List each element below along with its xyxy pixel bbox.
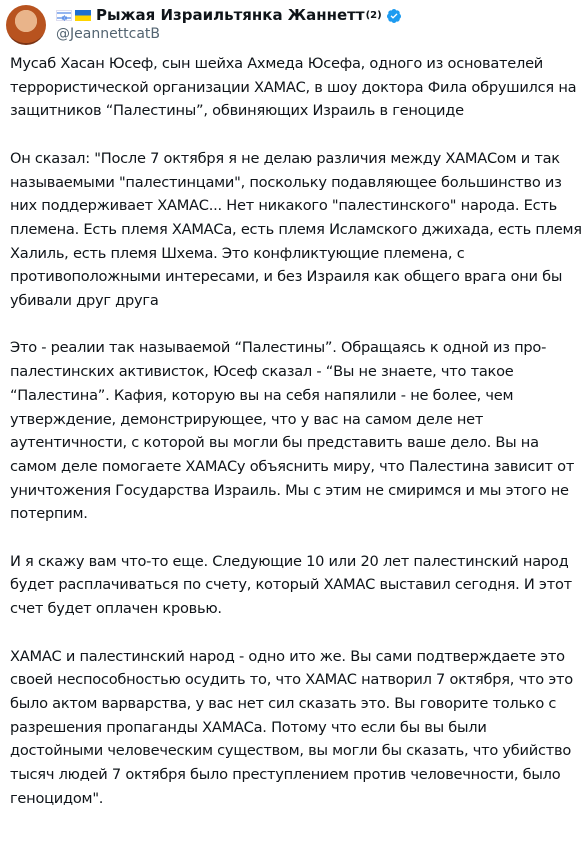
tweet-paragraph: И я скажу вам что-то еще. Следующие 10 или 20 лет палестинский народ будет расплачиваться по счету, который ХАМАС выставил сегодня. И этот счет будет оплачен кровью.	[10, 552, 572, 618]
ukraine-flag-icon	[75, 10, 91, 21]
author-block	[56, 6, 402, 44]
tweet-paragraph: Это - реалии так называемой “Палестины”. Обращаясь к одной из про-палестинских активисток, Юсеф сказал - “Вы не знаете, что такое “Палестина”. Кафия, которую вы на себя напялили - не более, чем утверждение, демонстрирующее, что у вас на самом деле нет аутентичности, с которой вы могли бы представить ваше дело. Вы на самом деле помогаете ХАМАСу объяснить миру, что Палестина зависит от уничтожения Государства Израиль. Мы с этим не смиримся и мы этого не потерпим.	[10, 339, 575, 523]
israel-flag-icon	[56, 10, 72, 21]
verified-badge-icon	[386, 8, 402, 24]
author-name-suffix: (2)	[365, 10, 382, 21]
tweet-paragraph: Мусаб Хасан Юсеф, сын шейха Ахмеда Юсефа, одного из основателей террористической организации ХАМАС, в шоу доктора Фила обрушился на защитников “Палестины”, обвиняющих Израиль в геноциде	[10, 55, 577, 120]
tweet-paragraph: Он сказал: "После 7 октября я не делаю различия между ХАМАСом и так называемыми "палестинцами", поскольку подавляющее большинство из них поддерживает ХАМАС... Нет никакого "палестинского" народа. Есть племена. Есть племя ХАМАСа, есть племя Исламского джихада, есть племя Халиль, есть племя Шхема. Это конфликтующие племена, с противоположными интересами, и без Израиля как общего врага они бы убивали друг друга	[10, 149, 582, 310]
tweet-text	[10, 52, 582, 834]
avatar[interactable]	[6, 5, 46, 45]
tweet-paragraph: ХАМАС и палестинский народ - одно ито же. Вы сами подтверждаете это своей неспособностью осудить то, что ХАМАС натворил 7 октября, что это было актом варварства, у вас нет сил сказать это. Вы говорите только с разрешения пропаганды ХАМАСа. Потому что если бы вы были достойными человеческим существом, вы могли бы сказать, что убийство тысяч людей 7 октября было преступлением против человечности, было геноцидом".	[10, 647, 573, 807]
tweet-header	[6, 2, 402, 48]
author-name-row[interactable]	[56, 6, 402, 25]
author-handle[interactable]: @JeannettcatB	[56, 26, 161, 42]
author-name[interactable]: Рыжая Израильтянка Жаннетт	[96, 6, 365, 24]
